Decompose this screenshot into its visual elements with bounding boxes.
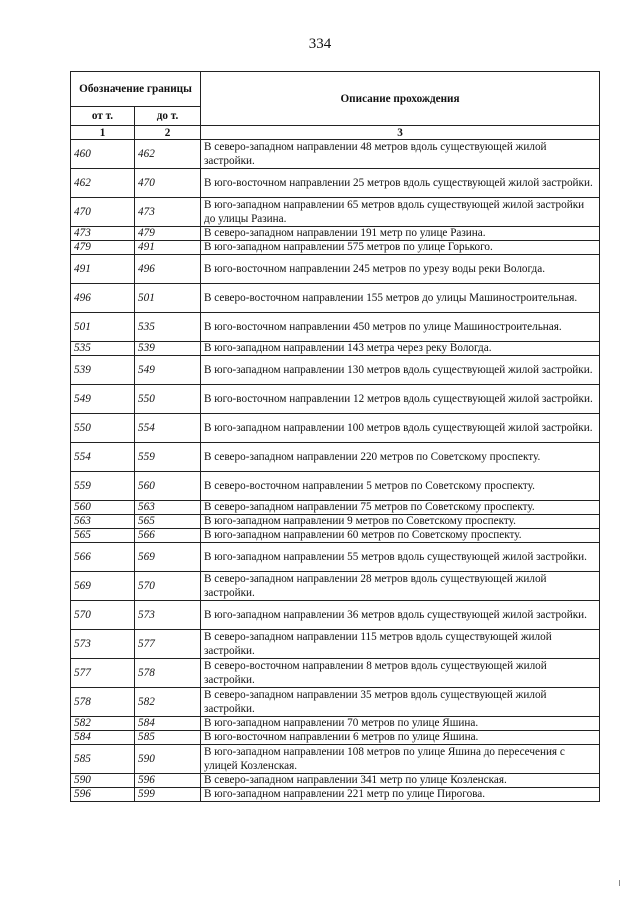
to-point-cell: 549 <box>135 356 201 385</box>
to-point-cell: 496 <box>135 255 201 284</box>
to-point-cell: 573 <box>135 601 201 630</box>
table-row <box>71 356 600 385</box>
description-cell: В северо-восточном направлении 8 метров вдоль существующей жилой застройки. <box>201 659 600 688</box>
to-point-cell: 550 <box>135 385 201 414</box>
from-point-cell: 539 <box>71 356 135 385</box>
description-cell: В юго-восточном направлении 245 метров по урезу воды реки Вологда. <box>201 255 600 284</box>
to-point-cell: 584 <box>135 717 201 731</box>
table-row <box>71 255 600 284</box>
table-row <box>71 774 600 788</box>
to-point-header: до т. <box>135 107 201 126</box>
table-row <box>71 688 600 717</box>
from-point-cell: 569 <box>71 572 135 601</box>
table-row <box>71 443 600 472</box>
description-cell: В северо-западном направлении 35 метров вдоль существующей жилой застройки. <box>201 688 600 717</box>
boundary-designation-header: Обозначение границы <box>71 72 201 107</box>
from-point-cell: 535 <box>71 342 135 356</box>
to-point-cell: 570 <box>135 572 201 601</box>
to-point-cell: 560 <box>135 472 201 501</box>
from-point-cell: 460 <box>71 140 135 169</box>
table-row <box>71 385 600 414</box>
description-cell: В юго-западном направлении 575 метров по улице Горького. <box>201 241 600 255</box>
description-cell: В северо-западном направлении 48 метров вдоль существующей жилой застройки. <box>201 140 600 169</box>
description-cell: В северо-западном направлении 191 метр по улице Разина. <box>201 227 600 241</box>
table-row <box>71 227 600 241</box>
to-point-cell: 470 <box>135 169 201 198</box>
to-point-cell: 563 <box>135 501 201 515</box>
from-point-cell: 554 <box>71 443 135 472</box>
description-cell: В юго-восточном направлении 6 метров по улице Яшина. <box>201 731 600 745</box>
table-row <box>71 731 600 745</box>
from-point-cell: 563 <box>71 515 135 529</box>
route-description-header: Описание прохождения <box>201 72 600 126</box>
from-point-cell: 479 <box>71 241 135 255</box>
from-point-cell: 585 <box>71 745 135 774</box>
description-cell: В юго-восточном направлении 450 метров по улице Машиностроительная. <box>201 313 600 342</box>
description-cell: В юго-западном направлении 221 метр по улице Пирогова. <box>201 788 600 802</box>
description-cell: В северо-восточном направлении 5 метров по Советскому проспекту. <box>201 472 600 501</box>
description-cell: В северо-западном направлении 28 метров вдоль существующей жилой застройки. <box>201 572 600 601</box>
table-row <box>71 630 600 659</box>
table-row <box>71 313 600 342</box>
column-number-3: 3 <box>201 126 600 140</box>
to-point-cell: 559 <box>135 443 201 472</box>
table-row <box>71 284 600 313</box>
description-cell: В юго-западном направлении 108 метров по улице Яшина до пересечения с улицей Козленская. <box>201 745 600 774</box>
margin-mark <box>619 880 620 886</box>
table-row <box>71 659 600 688</box>
from-point-cell: 501 <box>71 313 135 342</box>
to-point-cell: 599 <box>135 788 201 802</box>
from-point-header: от т. <box>71 107 135 126</box>
to-point-cell: 501 <box>135 284 201 313</box>
from-point-cell: 559 <box>71 472 135 501</box>
page-number: 334 <box>308 36 332 52</box>
description-cell: В юго-западном направлении 143 метра через реку Вологда. <box>201 342 600 356</box>
to-point-cell: 578 <box>135 659 201 688</box>
table-row <box>71 342 600 356</box>
column-number-1: 1 <box>71 126 135 140</box>
from-point-cell: 578 <box>71 688 135 717</box>
to-point-cell: 585 <box>135 731 201 745</box>
boundary-description-table <box>70 71 600 802</box>
column-number-2: 2 <box>135 126 201 140</box>
description-cell: В юго-западном направлении 65 метров вдоль существующей жилой застройки до улицы Разина. <box>201 198 600 227</box>
description-cell: В северо-западном направлении 341 метр по улице Козленская. <box>201 774 600 788</box>
from-point-cell: 570 <box>71 601 135 630</box>
table-row <box>71 601 600 630</box>
description-cell: В юго-западном направлении 60 метров по Советскому проспекту. <box>201 529 600 543</box>
to-point-cell: 462 <box>135 140 201 169</box>
description-cell: В юго-западном направлении 9 метров по Советскому проспекту. <box>201 515 600 529</box>
from-point-cell: 573 <box>71 630 135 659</box>
description-cell: В юго-западном направлении 100 метров вдоль существующей жилой застройки. <box>201 414 600 443</box>
table-row <box>71 198 600 227</box>
table-row <box>71 745 600 774</box>
from-point-cell: 473 <box>71 227 135 241</box>
to-point-cell: 535 <box>135 313 201 342</box>
table-body <box>71 140 600 802</box>
to-point-cell: 473 <box>135 198 201 227</box>
from-point-cell: 566 <box>71 543 135 572</box>
from-point-cell: 462 <box>71 169 135 198</box>
description-cell: В северо-восточном направлении 155 метров до улицы Машиностроительная. <box>201 284 600 313</box>
table-row <box>71 515 600 529</box>
table-row <box>71 543 600 572</box>
table-row <box>71 572 600 601</box>
description-cell: В юго-западном направлении 36 метров вдоль существующей жилой застройки. <box>201 601 600 630</box>
to-point-cell: 491 <box>135 241 201 255</box>
to-point-cell: 566 <box>135 529 201 543</box>
from-point-cell: 584 <box>71 731 135 745</box>
from-point-cell: 470 <box>71 198 135 227</box>
from-point-cell: 577 <box>71 659 135 688</box>
to-point-cell: 596 <box>135 774 201 788</box>
from-point-cell: 496 <box>71 284 135 313</box>
table-row <box>71 414 600 443</box>
to-point-cell: 569 <box>135 543 201 572</box>
to-point-cell: 582 <box>135 688 201 717</box>
from-point-cell: 590 <box>71 774 135 788</box>
table-row <box>71 717 600 731</box>
table-row <box>71 788 600 802</box>
from-point-cell: 550 <box>71 414 135 443</box>
to-point-cell: 554 <box>135 414 201 443</box>
from-point-cell: 560 <box>71 501 135 515</box>
table-row <box>71 169 600 198</box>
description-cell: В северо-западном направлении 115 метров вдоль существующей жилой застройки. <box>201 630 600 659</box>
table-row <box>71 529 600 543</box>
to-point-cell: 479 <box>135 227 201 241</box>
from-point-cell: 549 <box>71 385 135 414</box>
from-point-cell: 582 <box>71 717 135 731</box>
description-cell: В северо-западном направлении 75 метров по Советскому проспекту. <box>201 501 600 515</box>
description-cell: В юго-западном направлении 130 метров вдоль существующей жилой застройки. <box>201 356 600 385</box>
description-cell: В северо-западном направлении 220 метров по Советскому проспекту. <box>201 443 600 472</box>
table-row <box>71 501 600 515</box>
to-point-cell: 565 <box>135 515 201 529</box>
description-cell: В юго-восточном направлении 12 метров вдоль существующей жилой застройки. <box>201 385 600 414</box>
from-point-cell: 565 <box>71 529 135 543</box>
description-cell: В юго-восточном направлении 25 метров вдоль существующей жилой застройки. <box>201 169 600 198</box>
description-cell: В юго-западном направлении 70 метров по улице Яшина. <box>201 717 600 731</box>
description-cell: В юго-западном направлении 55 метров вдоль существующей жилой застройки. <box>201 543 600 572</box>
to-point-cell: 577 <box>135 630 201 659</box>
from-point-cell: 491 <box>71 255 135 284</box>
to-point-cell: 539 <box>135 342 201 356</box>
table-row <box>71 140 600 169</box>
table-row <box>71 241 600 255</box>
table-row <box>71 472 600 501</box>
to-point-cell: 590 <box>135 745 201 774</box>
from-point-cell: 596 <box>71 788 135 802</box>
